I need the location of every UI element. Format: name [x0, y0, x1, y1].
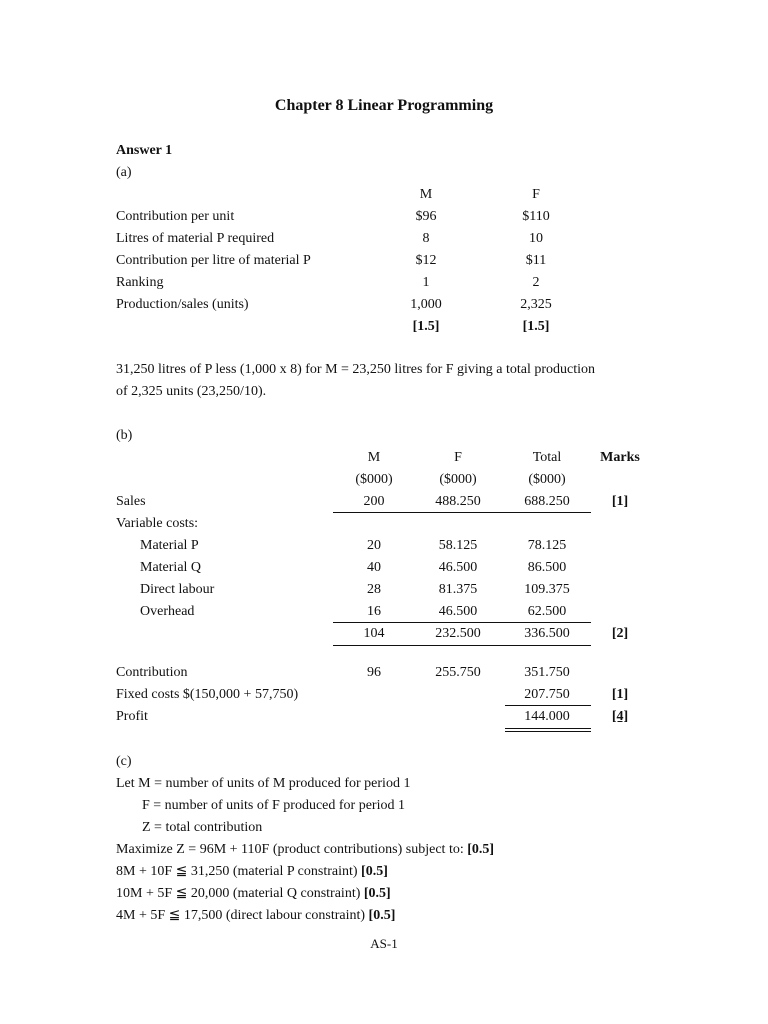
sales-label: Sales — [116, 494, 146, 509]
cost-f: 46.500 — [438, 604, 478, 619]
contribution-f: 255.750 — [435, 665, 481, 680]
contribution-label: Contribution — [116, 665, 188, 680]
fixed-costs-total: 207.750 — [524, 687, 570, 702]
sales-total: 688.250 — [524, 494, 570, 509]
cost-sum-m: 104 — [363, 626, 385, 641]
cost-total: 62.500 — [527, 604, 567, 619]
row-f-value: $110 — [522, 209, 550, 224]
sales-mark: [1] — [611, 494, 629, 509]
row-m-value: 8 — [422, 231, 430, 246]
answer-heading: Answer 1 — [116, 143, 173, 158]
page-title: Chapter 8 Linear Programming — [274, 97, 494, 114]
cost-f: 46.500 — [438, 560, 478, 575]
profit-total: 144.000 — [524, 709, 570, 724]
mark-m: [1.5] — [412, 319, 440, 334]
cost-f: 81.375 — [438, 582, 478, 597]
part-b-label: (b) — [116, 428, 133, 443]
cost-m: 16 — [367, 604, 381, 619]
cost-sum-total: 336.500 — [524, 626, 570, 641]
row-f-value: $11 — [525, 253, 547, 268]
header-f: F — [532, 187, 540, 202]
variable-costs-label: Variable costs: — [116, 516, 199, 531]
constraint-line — [116, 864, 388, 880]
definition-m: Let M = number of units of M produced for period 1 — [116, 776, 411, 791]
contribution-m: 96 — [367, 665, 381, 680]
row-label: Contribution per unit — [116, 209, 235, 224]
constraint-line — [116, 908, 395, 924]
row-f-value: 10 — [529, 231, 543, 246]
cost-m: 20 — [367, 538, 381, 553]
constraint-text: 8M + 10F ≦ 31,250 (material P constraint) — [116, 864, 362, 879]
row-f-value: 2 — [532, 275, 540, 290]
unit-total: ($000) — [528, 472, 566, 487]
unit-m: ($000) — [355, 472, 393, 487]
definition-z: Z = total contribution — [142, 820, 263, 835]
row-f-value: 2,325 — [520, 297, 552, 312]
cost-total: 86.500 — [527, 560, 567, 575]
constraint-mark: [0.5] — [363, 886, 391, 901]
part-c-label: (c) — [116, 754, 132, 769]
cost-total: 109.375 — [524, 582, 570, 597]
row-label: Ranking — [116, 275, 164, 290]
cost-m: 40 — [367, 560, 381, 575]
row-m-value: 1,000 — [410, 297, 442, 312]
sales-m: 200 — [363, 494, 385, 509]
contribution-total: 351.750 — [524, 665, 570, 680]
row-m-value: 1 — [422, 275, 430, 290]
cost-label: Direct labour — [140, 582, 215, 597]
cost-label: Overhead — [140, 604, 195, 619]
part-a-label: (a) — [116, 165, 132, 180]
profit-label: Profit — [116, 709, 148, 724]
page-footer: AS-1 — [370, 936, 398, 951]
row-label: Litres of material P required — [116, 231, 275, 246]
constraint-line — [116, 886, 391, 902]
header-m: M — [419, 187, 433, 202]
mark-f: [1.5] — [522, 319, 550, 334]
row-m-value: $96 — [415, 209, 437, 224]
constraint-text: 10M + 5F ≦ 20,000 (material Q constraint) — [116, 886, 364, 901]
cost-f: 58.125 — [438, 538, 478, 553]
cost-sum-mark: [2] — [611, 626, 629, 641]
fixed-costs-label: Fixed costs $(150,000 + 57,750) — [116, 687, 299, 702]
objective-mark: [0.5] — [467, 842, 495, 857]
divider-line — [505, 705, 591, 706]
cost-m: 28 — [367, 582, 381, 597]
divider-line — [333, 645, 591, 646]
header-marks: Marks — [600, 450, 640, 465]
objective-text: Maximize Z = 96M + 110F (product contributions) subject to: — [116, 842, 468, 857]
sales-f: 488.250 — [435, 494, 481, 509]
divider-line — [333, 622, 591, 623]
row-m-value: $12 — [415, 253, 437, 268]
cost-label: Material Q — [140, 560, 202, 575]
row-label: Production/sales (units) — [116, 297, 249, 312]
objective-line — [116, 842, 494, 858]
cost-sum-f: 232.500 — [435, 626, 481, 641]
profit-mark: [4] — [611, 709, 629, 724]
double-rule-bottom — [505, 731, 591, 732]
cost-label: Material P — [140, 538, 199, 553]
divider-line — [333, 512, 591, 513]
row-label: Contribution per litre of material P — [116, 253, 311, 268]
cost-total: 78.125 — [527, 538, 567, 553]
definition-f: F = number of units of F produced for period 1 — [142, 798, 405, 813]
header-f: F — [454, 450, 462, 465]
fixed-costs-mark: [1] — [611, 687, 629, 702]
constraint-mark: [0.5] — [361, 864, 388, 879]
double-rule-top — [505, 728, 591, 729]
part-a-note-line2: of 2,325 units (23,250/10). — [116, 384, 267, 399]
constraint-text: 4M + 5F ≦ 17,500 (direct labour constraint) — [116, 908, 369, 923]
part-a-note-line1: 31,250 litres of P less (1,000 x 8) for M = 23,250 litres for F giving a total production — [116, 362, 596, 377]
unit-f: ($000) — [439, 472, 477, 487]
header-total: Total — [532, 450, 562, 465]
header-m: M — [367, 450, 381, 465]
constraint-mark: [0.5] — [368, 908, 396, 923]
